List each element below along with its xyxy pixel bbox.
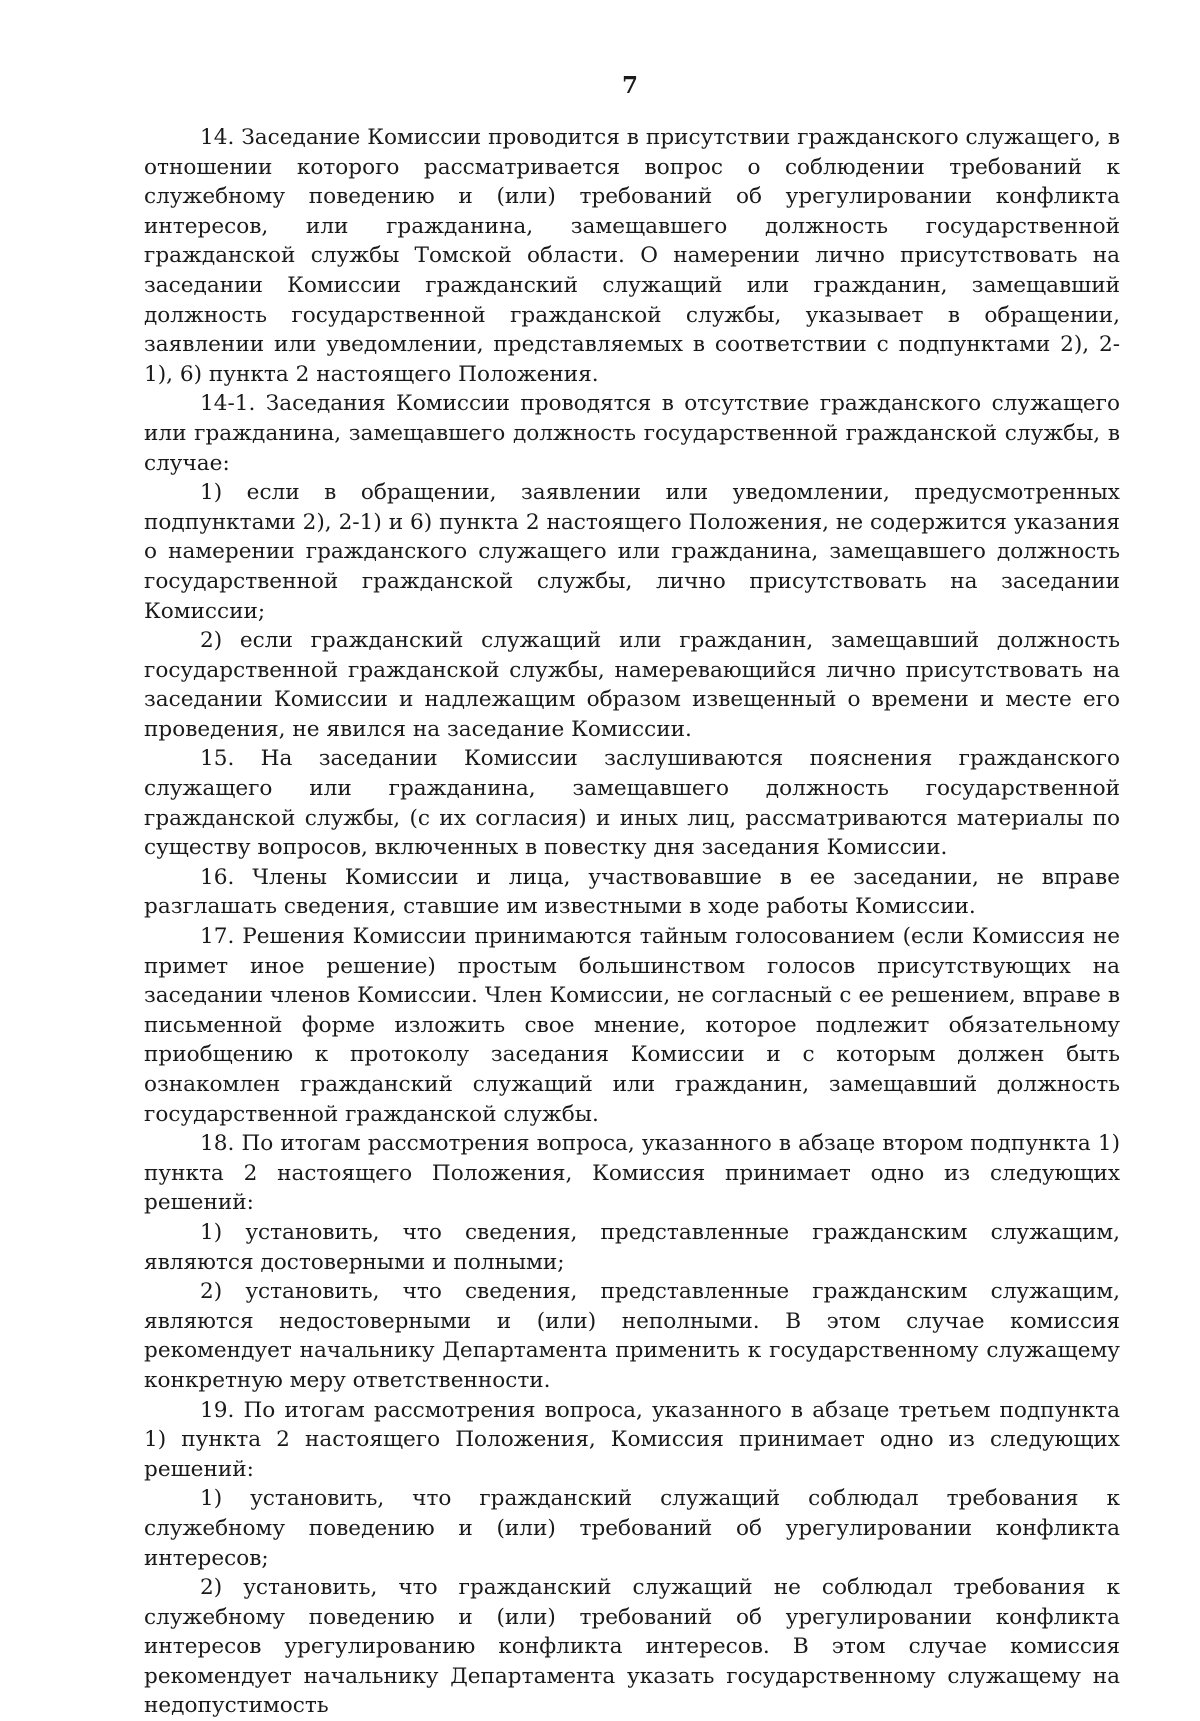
paragraph-15: 15. На заседании Комиссии заслушиваются пояснения гражданского служащего или гражданина, замещавшего должность государственной гражданской службы, (с их согласия) и иных лиц, рассматриваются материалы по существу вопросов, включенных в повестку дня заседания Комиссии. <box>144 746 1120 861</box>
paragraph-19: 19. По итогам рассмотрения вопроса, указанного в абзаце третьем подпункта 1) пункта 2 настоящего Положения, Комиссия принимает одно из следующих решений: <box>144 1397 1120 1482</box>
paragraph-14-1-item-1: 1) если в обращении, заявлении или уведомлении, предусмотренных подпунктами 2), 2-1) и 6) пункта 2 настоящего Положения, не содержится указания о намерении гражданского служащего или гражданина, замещавшего должность государственной гражданской службы, лично присутствовать на заседании Комиссии; <box>144 480 1120 624</box>
page-number: 7 <box>621 72 638 99</box>
paragraph-18-item-2: 2) установить, что сведения, представленные гражданским служащим, являются недостоверными и (или) неполными. В этом случае комиссия рекомендует начальнику Департамента применить к государственному служащему конкретную меру ответственности. <box>144 1279 1120 1393</box>
paragraph-18-item-1: 1) установить, что сведения, представленные гражданским служащим, являются достоверными и полными; <box>144 1219 1120 1275</box>
document-body <box>144 123 1120 1721</box>
paragraph-18: 18. По итогам рассмотрения вопроса, указанного в абзаце втором подпункта 1) пункта 2 настоящего Положения, Комиссия принимает одно из следующих решений: <box>144 1131 1120 1216</box>
paragraph-14-1: 14-1. Заседания Комиссии проводятся в отсутствие гражданского служащего или гражданина, замещавшего должность государственной гражданской службы, в случае: <box>144 391 1120 476</box>
paragraph-14-1-item-2: 2) если гражданский служащий или гражданин, замещавший должность государственной гражданской службы, намеревающийся лично присутствовать на заседании Комиссии и надлежащим образом извещенный о времени и месте его проведения, не явился на заседание Комиссии. <box>144 628 1120 742</box>
paragraph-17: 17. Решения Комиссии принимаются тайным голосованием (если Комиссия не примет иное решение) простым большинством голосов присутствующих на заседании членов Комиссии. Член Комиссии, не согласный с ее решением, вправе в письменной форме изложить свое мнение, которое подлежит обязательному приобщению к протоколу заседания Комиссии и с которым должен быть ознакомлен гражданский служащий или гражданин, замещавший должность государственной гражданской службы. <box>144 924 1120 1127</box>
paragraph-16: 16. Члены Комиссии и лица, участвовавшие в ее заседании, не вправе разглашать сведения, ставшие им известными в ходе работы Комиссии. <box>144 864 1120 920</box>
paragraph-19-item-1: 1) установить, что гражданский служащий соблюдал требования к служебному поведению и (или) требований об урегулировании конфликта интересов; <box>144 1486 1120 1571</box>
paragraph-14: 14. Заседание Комиссии проводится в присутствии гражданского служащего, в отношении которого рассматривается вопрос о соблюдении требований к служебному поведению и (или) требований об урегулировании конфликта интересов, или гражданина, замещавшего должность государственной гражданской службы Томской области. О намерении лично присутствовать на заседании Комиссии гражданский служащий или гражданин, замещавший должность государственной гражданской службы, указывает в обращении, заявлении или уведомлении, представляемых в соответствии с подпунктами 2), 2-1), 6) пункта 2 настоящего Положения. <box>144 125 1120 387</box>
paragraph-19-item-2: 2) установить, что гражданский служащий не соблюдал требования к служебному поведению и (или) требований об урегулировании конфликта интересов урегулированию конфликта интересов. В этом случае комиссия рекомендует начальнику Департамента указать государственному служащему на недопустимость <box>144 1575 1120 1719</box>
